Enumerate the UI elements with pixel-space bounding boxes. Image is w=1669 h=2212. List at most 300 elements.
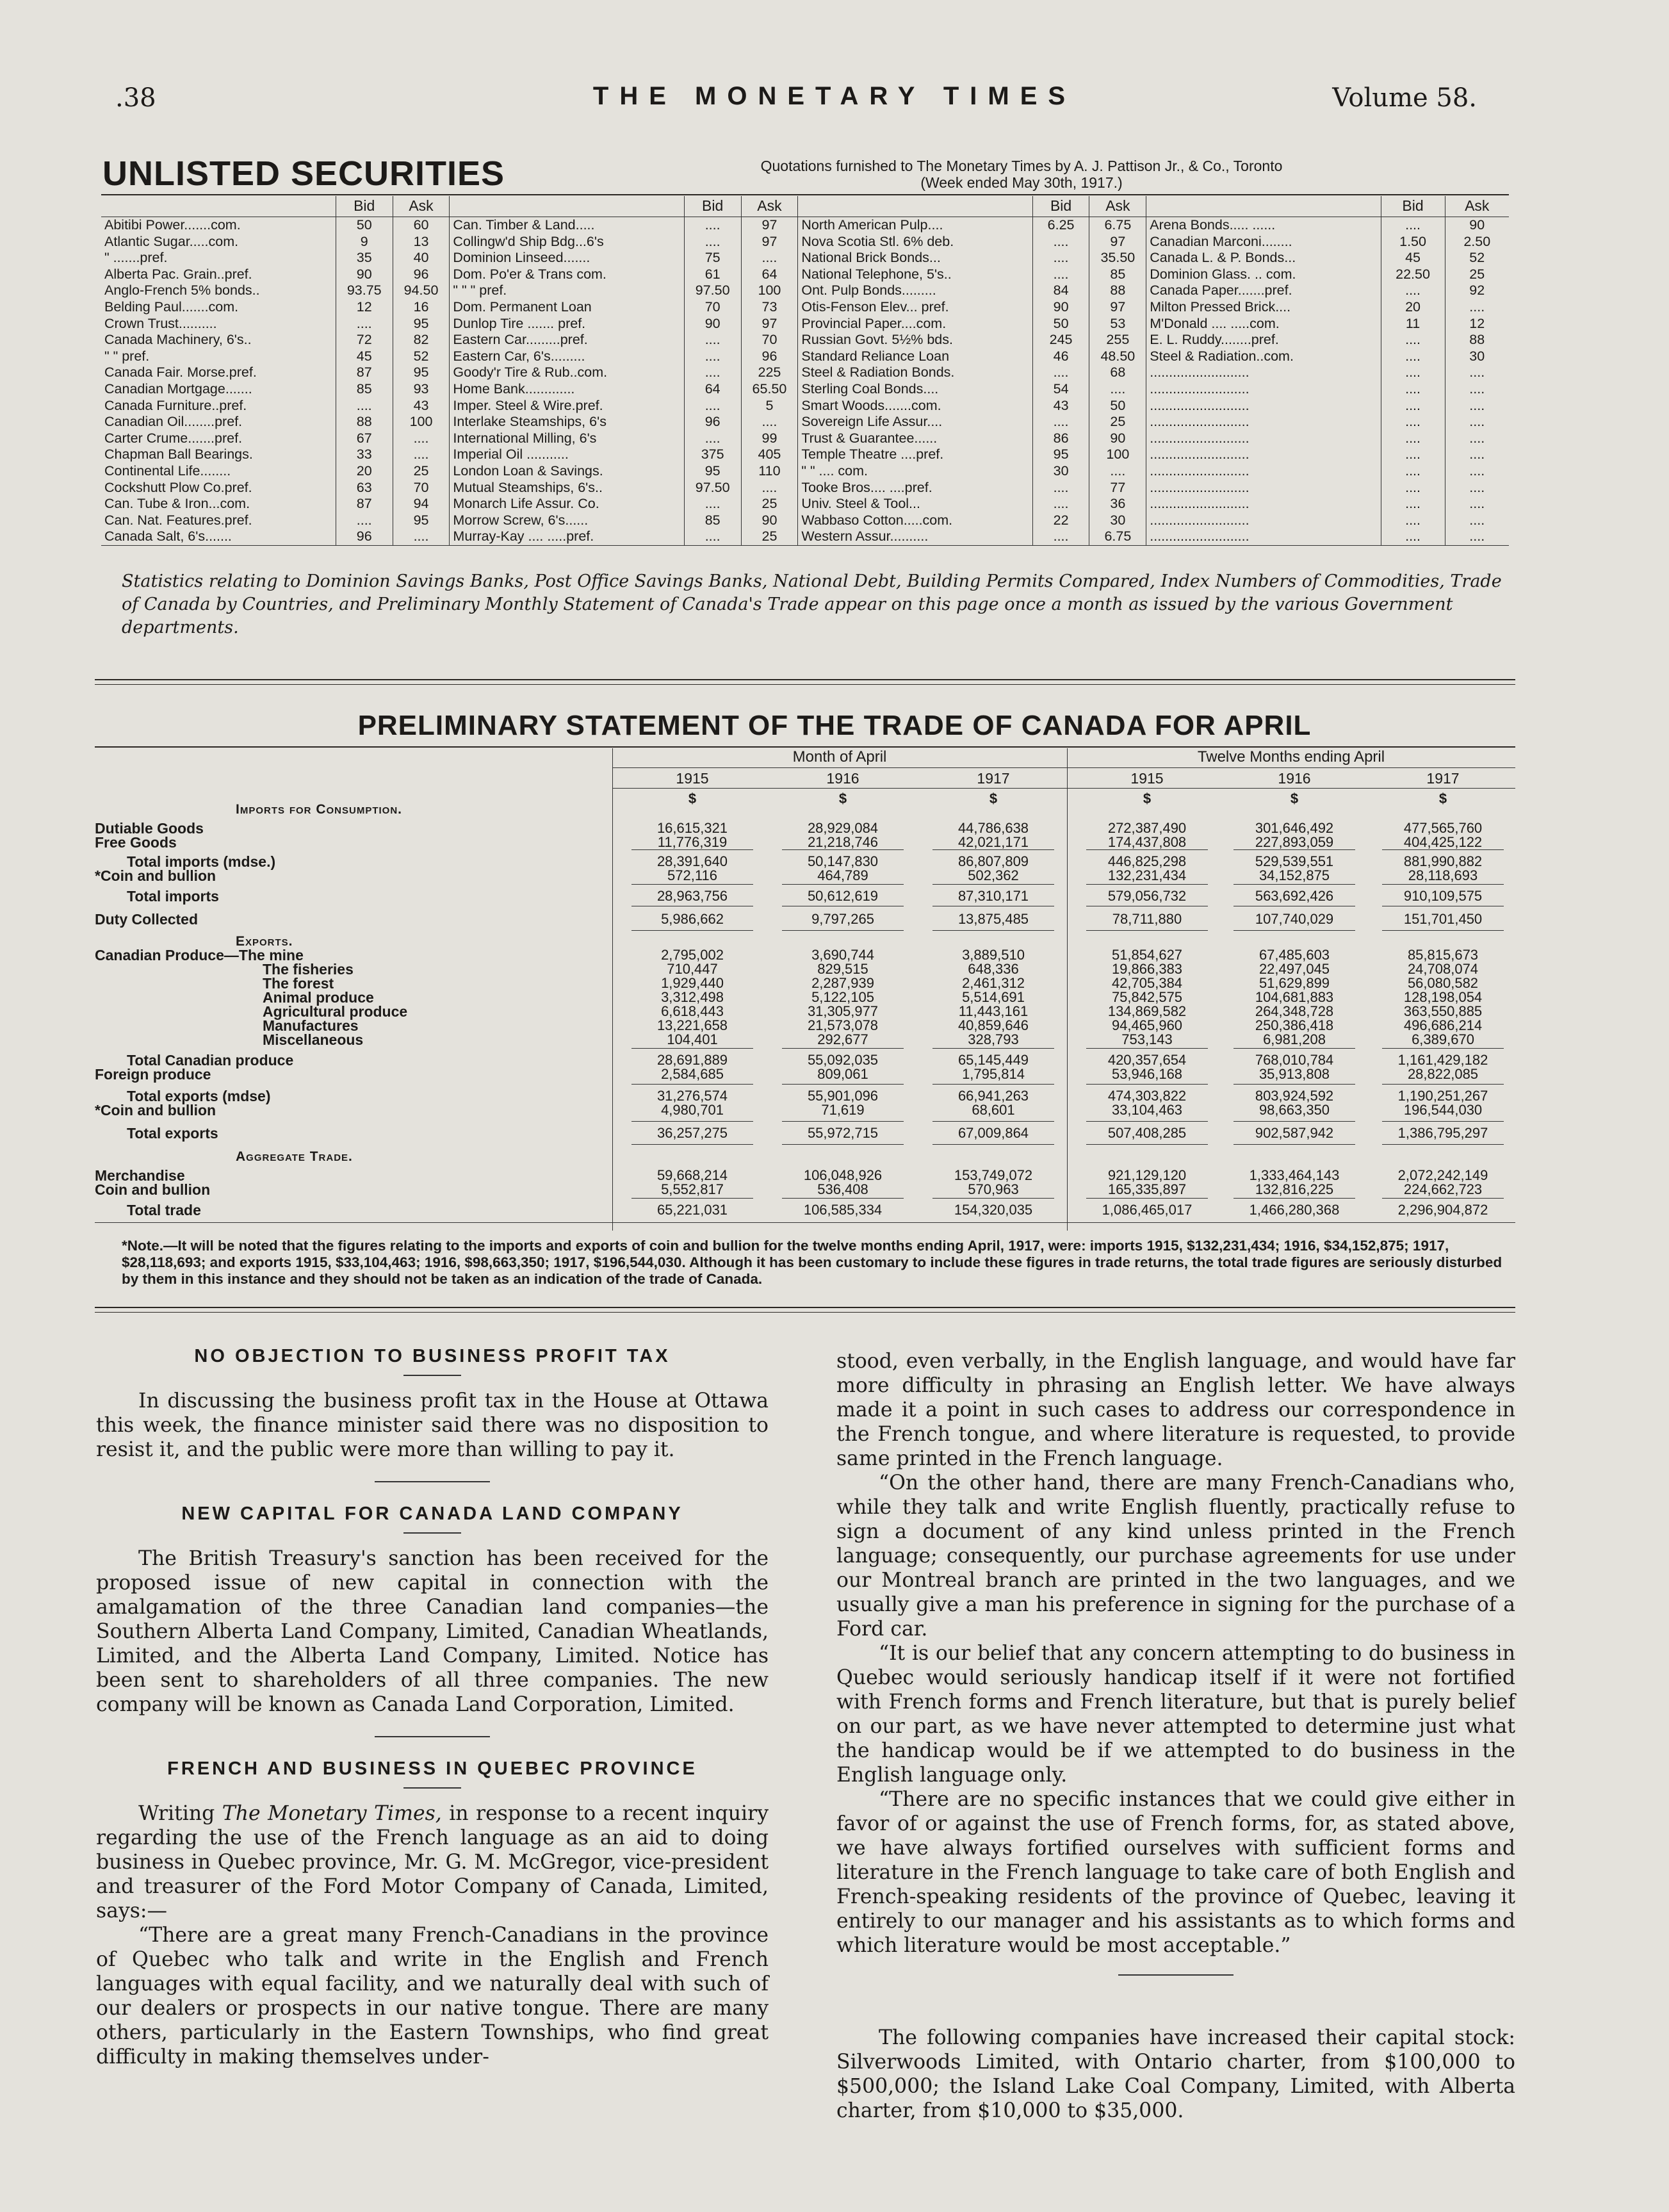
total-rule	[1233, 1084, 1355, 1085]
value-cell: 529,539,551	[1255, 853, 1334, 869]
bid-value: 90	[336, 266, 393, 283]
security-name: Dom. Permanent Loan	[450, 299, 684, 316]
value-cell: 66,941,263	[957, 1088, 1029, 1104]
value-cell: 154,320,035	[954, 1202, 1033, 1218]
year-header: 1915	[676, 770, 709, 787]
value-cell: 921,129,120	[1107, 1167, 1187, 1183]
value-cell: 94,465,960	[1111, 1017, 1183, 1033]
ask-value: ....	[1445, 446, 1509, 463]
ask-value: 48.50	[1089, 348, 1146, 365]
row-label: Agricultural produce	[263, 1003, 408, 1020]
value-cell: 174,437,808	[1107, 834, 1187, 850]
security-name: Canada Machinery, 6's..	[104, 332, 252, 348]
ask-value: 100	[1089, 446, 1146, 463]
ask-value: 97	[741, 316, 798, 332]
page-number: .38	[115, 83, 156, 113]
bid-header: Bid	[1381, 196, 1445, 217]
total-rule	[932, 1121, 1054, 1122]
ask-value: ....	[1445, 398, 1509, 414]
security-name: Canadian Mortgage.......	[104, 381, 252, 397]
ask-value: 68	[1089, 365, 1146, 381]
bottom-rule	[95, 1222, 1515, 1223]
security-name: ..........................	[1146, 414, 1381, 430]
security-name: Steel & Radiation..com.	[1146, 348, 1381, 365]
table-row	[101, 528, 1509, 545]
total-rule	[932, 1084, 1054, 1085]
bid-value: ....	[1381, 446, 1445, 463]
value-cell: 5,986,662	[661, 911, 724, 927]
total-rule	[631, 1084, 753, 1085]
security-name: Tooke Bros.... ....pref.	[798, 480, 1032, 496]
security-name: ..........................	[1146, 512, 1381, 529]
total-rule	[782, 1048, 904, 1049]
trade-footnote: *Note.—It will be noted that the figures relating to the imports and exports of coin and bullion for the twelve months ending April, 1917, were: imports 1915, $132,231,434; 1916, $34,152,875; 1917, $28,118,693; and exports 1915, $33,104,463; 1916, $98,663,350; 1917, $196,544,030. Although it has been customary to include these figures in trade returns, the total trade figures are seriously disturbed by them in this instance and they should not be taken as an indication of the trade of Canada.	[122, 1238, 1502, 1287]
row-label: Foreign produce	[95, 1066, 211, 1083]
security-name: ..........................	[1146, 496, 1381, 512]
total-rule	[631, 884, 753, 885]
value-cell: 6,981,208	[1263, 1031, 1326, 1047]
bid-value: 95	[684, 463, 741, 480]
ask-value: 100	[393, 414, 450, 430]
value-cell: 51,854,627	[1111, 947, 1183, 963]
bid-value: 12	[336, 299, 393, 316]
total-rule	[1086, 1121, 1208, 1122]
value-cell: 446,825,298	[1107, 853, 1187, 869]
dollar-sign: $	[989, 791, 998, 807]
article-paragraph: stood, even verbally, in the English language, and would have far more difficulty in phrasing an English letter. We have always made it a point in such cases to address our correspondence in the French tongue, and where literature is requested, to provide same printed in the French language.	[836, 1350, 1515, 1470]
total-rule	[631, 1121, 753, 1122]
security-name: Anglo-French 5% bonds..	[104, 283, 260, 299]
total-rule	[1382, 1198, 1504, 1199]
bid-value: 50	[336, 217, 393, 234]
bid-value: 84	[1032, 283, 1089, 299]
value-cell: 55,901,096	[807, 1088, 879, 1104]
row-label: Total imports (mdse.)	[127, 853, 276, 870]
unlisted-securities-title: UNLISTED SECURITIES	[102, 154, 505, 193]
ask-header: Ask	[1445, 196, 1509, 217]
value-cell: 474,303,822	[1107, 1088, 1187, 1104]
security-name: Steel & Radiation Bonds.	[798, 365, 1032, 381]
total-rule	[1382, 1144, 1504, 1145]
headline-rule	[403, 1532, 461, 1534]
total-rule	[782, 849, 904, 850]
bid-value: ....	[1381, 480, 1445, 496]
security-name: Can. Tube & Iron...com.	[104, 496, 250, 512]
ask-value: 95	[393, 512, 450, 529]
value-cell: 35,913,808	[1258, 1066, 1330, 1082]
bid-value: 97.50	[684, 480, 741, 496]
total-rule	[782, 1198, 904, 1199]
value-cell: 3,690,744	[811, 947, 874, 963]
ask-header: Ask	[393, 196, 450, 217]
value-cell: 2,584,685	[661, 1066, 724, 1082]
total-rule	[932, 884, 1054, 885]
security-name: Crown Trust..........	[104, 315, 217, 331]
row-label: *Coin and bullion	[95, 867, 216, 884]
security-name: ..........................	[1146, 398, 1381, 414]
bid-value: ....	[684, 430, 741, 447]
bid-value: 96	[684, 414, 741, 430]
security-name: " .......pref.	[104, 250, 168, 266]
value-cell: 196,544,030	[1403, 1102, 1483, 1118]
value-cell: 104,401	[667, 1031, 718, 1047]
right-column	[836, 1349, 1515, 2123]
bid-value: ....	[336, 316, 393, 332]
value-cell: 272,387,490	[1107, 820, 1187, 836]
security-name: Canada L. & P. Bonds...	[1146, 250, 1381, 266]
bid-value: 90	[684, 316, 741, 332]
bid-value: ....	[1032, 234, 1089, 250]
bid-value: 75	[684, 250, 741, 266]
value-cell: 648,336	[968, 961, 1019, 977]
year-header: 1916	[826, 770, 859, 787]
ask-value: 88	[1445, 332, 1509, 348]
total-rule	[782, 1084, 904, 1085]
total-rule	[932, 849, 1054, 850]
publication-name: The Monetary Times,	[222, 1802, 442, 1825]
value-cell: 50,147,830	[807, 853, 879, 869]
security-name: ..........................	[1146, 381, 1381, 398]
row-label: Free Goods	[95, 834, 177, 851]
bid-value: ....	[1381, 430, 1445, 447]
ask-value: 36	[1089, 496, 1146, 512]
row-label: Animal produce	[263, 989, 374, 1006]
security-name: ..........................	[1146, 430, 1381, 447]
value-cell: 59,668,214	[656, 1167, 728, 1183]
value-cell: 44,786,638	[957, 820, 1029, 836]
value-cell: 13,221,658	[656, 1017, 728, 1033]
ask-value: 90	[1089, 430, 1146, 447]
value-cell: 1,929,440	[661, 975, 724, 991]
bid-value: ....	[336, 512, 393, 529]
bid-value: 97.50	[684, 283, 741, 299]
ask-value: 35.50	[1089, 250, 1146, 266]
security-name: Temple Theatre ....pref.	[798, 446, 1032, 463]
ask-value: ....	[393, 528, 450, 545]
value-cell: 579,056,732	[1107, 888, 1187, 904]
value-cell: 151,701,450	[1403, 911, 1483, 927]
ask-value: 43	[393, 398, 450, 414]
bid-value: 64	[684, 381, 741, 398]
table-row	[101, 348, 1509, 365]
value-cell: 53,946,168	[1111, 1066, 1183, 1082]
total-rule	[631, 1048, 753, 1049]
bid-value: 6.25	[1032, 217, 1089, 234]
value-cell: 829,515	[817, 961, 868, 977]
security-name: Canada Fair. Morse.pref.	[104, 365, 257, 381]
value-cell: 55,972,715	[807, 1125, 879, 1141]
security-name: Provincial Paper....com.	[798, 316, 1032, 332]
row-label: Canadian Produce—The mine	[95, 947, 304, 963]
ask-value: 25	[393, 463, 450, 480]
value-cell: 502,362	[968, 867, 1019, 883]
total-rule	[1086, 1084, 1208, 1085]
ask-value: ....	[1089, 381, 1146, 398]
ask-header: Ask	[741, 196, 798, 217]
ask-value: 100	[741, 283, 798, 299]
ask-value: 30	[1445, 348, 1509, 365]
bid-value: 35	[336, 250, 393, 266]
value-cell: 21,573,078	[807, 1017, 879, 1033]
security-name: ..........................	[1146, 446, 1381, 463]
bid-value: 61	[684, 266, 741, 283]
bid-header: Bid	[684, 196, 741, 217]
dollar-sign: $	[838, 791, 847, 807]
bid-value: 87	[336, 365, 393, 381]
trade-statement-title: PRELIMINARY STATEMENT OF THE TRADE OF CANADA FOR APRIL	[357, 710, 1312, 741]
value-cell: 24,708,074	[1407, 961, 1479, 977]
value-cell: 86,807,809	[957, 853, 1029, 869]
section-rule	[101, 194, 1509, 195]
bid-header: Bid	[1032, 196, 1089, 217]
security-name: Univ. Steel & Tool...	[798, 496, 1032, 512]
table-row	[101, 480, 1509, 496]
value-cell: 153,749,072	[954, 1167, 1033, 1183]
double-rule	[95, 1307, 1515, 1308]
ask-value: 96	[393, 266, 450, 283]
ask-value: ....	[1445, 381, 1509, 398]
bid-value: ....	[1381, 528, 1445, 545]
row-label: Merchandise	[95, 1167, 185, 1184]
ask-value: 73	[741, 299, 798, 316]
bid-value: 72	[336, 332, 393, 348]
section-heading: Aggregate Trade.	[236, 1149, 353, 1164]
statistics-note: Statistics relating to Dominion Savings Banks, Post Office Savings Banks, National Debt, Building Permits Compared, Index Numbers of Commodities, Trade of Canada by Countries, and Preliminary Monthly Statement of Canada's Trade appear on this page once a month as issued by the various Government departments.	[122, 571, 1502, 637]
table-header-row	[101, 196, 1509, 217]
security-name: Western Assur..........	[798, 528, 1032, 545]
value-cell: 496,686,214	[1403, 1017, 1483, 1033]
bid-value: 9	[336, 234, 393, 250]
value-cell: 3,889,510	[962, 947, 1025, 963]
value-cell: 1,086,465,017	[1102, 1202, 1193, 1218]
ask-value: 5	[741, 398, 798, 414]
total-rule	[1382, 884, 1504, 885]
value-cell: 753,143	[1121, 1031, 1173, 1047]
value-cell: 50,612,619	[807, 888, 879, 904]
row-label: *Coin and bullion	[95, 1102, 216, 1118]
article-separator	[375, 1736, 490, 1737]
value-cell: 22,497,045	[1258, 961, 1330, 977]
security-name: Canada Paper.......pref.	[1146, 283, 1381, 299]
ask-value: ....	[741, 414, 798, 430]
value-cell: 1,333,464,143	[1249, 1167, 1340, 1183]
bid-value: 22	[1032, 512, 1089, 529]
value-cell: 107,740,029	[1255, 911, 1334, 927]
security-name: M'Donald .... .....com.	[1146, 316, 1381, 332]
bid-value: 245	[1032, 332, 1089, 348]
value-cell: 40,859,646	[957, 1017, 1029, 1033]
article-paragraph: “It is our belief that any concern attempting to do business in Quebec would seriously handicap itself if it were not fortified with French forms and French literature, but that is purely belief on our part, as we have never attempted to determine just what the handicap would be if we attempted to do business in the English language only.	[836, 1642, 1515, 1787]
value-cell: 1,466,280,368	[1249, 1202, 1340, 1218]
security-name: Cockshutt Plow Co.pref.	[104, 479, 252, 495]
bid-value: ....	[1381, 217, 1445, 234]
bid-value: 22.50	[1381, 266, 1445, 283]
security-name: ..........................	[1146, 365, 1381, 381]
value-cell: 477,565,760	[1403, 820, 1483, 836]
ask-value: ....	[1445, 463, 1509, 480]
value-cell: 2,287,939	[811, 975, 874, 991]
bid-value: 95	[1032, 446, 1089, 463]
value-cell: 5,552,817	[661, 1181, 724, 1197]
ask-value: 85	[1089, 266, 1146, 283]
security-name: Interlake Steamships, 6's	[450, 414, 684, 430]
security-name: ..........................	[1146, 480, 1381, 496]
value-cell: 98,663,350	[1258, 1102, 1330, 1118]
value-cell: 902,587,942	[1255, 1125, 1334, 1141]
security-name: Morrow Screw, 6's......	[450, 512, 684, 529]
total-rule	[1086, 1144, 1208, 1145]
security-name: Home Bank.............	[450, 381, 684, 398]
dollar-sign: $	[1143, 791, 1152, 807]
security-name: Ont. Pulp Bonds.........	[798, 283, 1032, 299]
ask-value: 50	[1089, 398, 1146, 414]
value-cell: 570,963	[968, 1181, 1019, 1197]
total-rule	[782, 1144, 904, 1145]
ask-value: ....	[1445, 528, 1509, 545]
ask-value: 95	[393, 316, 450, 332]
total-rule	[1233, 1121, 1355, 1122]
value-cell: 6,618,443	[661, 1003, 724, 1019]
value-cell: 301,646,492	[1255, 820, 1334, 836]
section-heading: Imports for Consumption.	[236, 802, 403, 817]
security-header	[101, 196, 336, 217]
total-rule	[1382, 930, 1504, 931]
security-name: " " pref.	[104, 348, 150, 364]
ask-header: Ask	[1089, 196, 1146, 217]
security-name: Eastern Car.........pref.	[450, 332, 684, 348]
value-cell: 28,822,085	[1407, 1066, 1479, 1082]
value-cell: 5,122,105	[811, 989, 874, 1005]
total-rule	[631, 849, 753, 850]
value-cell: 28,691,889	[656, 1052, 728, 1068]
value-cell: 404,425,122	[1403, 834, 1483, 850]
bid-value: 87	[336, 496, 393, 512]
value-cell: 67,009,864	[957, 1125, 1029, 1141]
value-cell: 363,550,885	[1403, 1003, 1483, 1019]
value-cell: 75,842,575	[1111, 989, 1183, 1005]
value-cell: 910,109,575	[1403, 888, 1483, 904]
total-rule	[1382, 849, 1504, 850]
ask-value: 12	[1445, 316, 1509, 332]
security-name: Arena Bonds..... ......	[1146, 217, 1381, 234]
total-rule	[1233, 930, 1355, 931]
value-cell: 572,116	[667, 867, 717, 883]
bid-value: ....	[684, 234, 741, 250]
value-cell: 1,795,814	[962, 1066, 1025, 1082]
ask-value: 255	[1089, 332, 1146, 348]
bid-value: ....	[1032, 414, 1089, 430]
article-paragraph: “There are no specific instances that we could give either in favor of or against the use of French forms, for, as stated above, we have always fortified ourselves with sufficient forms and literature in the French language to take care of both English and French-speaking residents of the province of Quebec, leaving it entirely to our manager and his assistants as to which forms and which literature would be most acceptable.”	[836, 1788, 1515, 1957]
article-headline: NO OBJECTION TO BUSINESS PROFIT TAX	[194, 1346, 671, 1366]
value-cell: 1,386,795,297	[1397, 1125, 1488, 1141]
bid-value: ....	[1381, 365, 1445, 381]
security-name: Nova Scotia Stl. 6% deb.	[798, 234, 1032, 250]
value-cell: 128,198,054	[1403, 989, 1483, 1005]
security-name: Chapman Ball Bearings.	[104, 446, 253, 463]
ask-value: 25	[741, 496, 798, 512]
bid-value: 30	[1032, 463, 1089, 480]
left-column	[96, 1344, 769, 2069]
ask-value: ....	[1089, 463, 1146, 480]
bid-value: ....	[684, 332, 741, 348]
row-label: Total imports	[127, 888, 219, 905]
headline-rule	[403, 1787, 461, 1789]
value-cell: 803,924,592	[1255, 1088, 1334, 1104]
security-header	[1146, 196, 1381, 217]
ask-value: ....	[1445, 365, 1509, 381]
value-cell: 2,461,312	[962, 975, 1025, 991]
article-headline: FRENCH AND BUSINESS IN QUEBEC PROVINCE	[167, 1758, 697, 1779]
row-label: Manufactures	[263, 1017, 359, 1034]
value-cell: 250,386,418	[1255, 1017, 1334, 1033]
security-name: E. L. Ruddy........pref.	[1146, 332, 1381, 348]
ask-value: 13	[393, 234, 450, 250]
value-cell: 563,692,426	[1255, 888, 1334, 904]
dollar-sign: $	[1438, 791, 1447, 807]
value-cell: 134,869,582	[1107, 1003, 1187, 1019]
total-rule	[932, 1144, 1054, 1145]
total-rule	[1233, 1048, 1355, 1049]
bid-value: 11	[1381, 316, 1445, 332]
value-cell: 36,257,275	[656, 1125, 728, 1141]
total-rule	[631, 930, 753, 931]
ask-value: 94	[393, 496, 450, 512]
security-name: National Telephone, 5's..	[798, 266, 1032, 283]
bid-value: ....	[1381, 414, 1445, 430]
ask-value: 25	[741, 528, 798, 545]
value-cell: 768,010,784	[1255, 1052, 1334, 1068]
value-cell: 56,080,582	[1407, 975, 1479, 991]
year-header: 1915	[1130, 770, 1164, 787]
row-label: Miscellaneous	[263, 1031, 364, 1048]
table-row	[101, 430, 1509, 447]
quotation-source	[653, 158, 1390, 191]
security-name: Abitibi Power.......com.	[104, 217, 241, 233]
value-cell: 132,816,225	[1255, 1181, 1334, 1197]
value-cell: 328,793	[968, 1031, 1019, 1047]
total-rule	[1382, 1084, 1504, 1085]
security-name: Can. Nat. Features.pref.	[104, 512, 252, 528]
row-label: Duty Collected	[95, 911, 199, 928]
value-cell: 28,929,084	[807, 820, 879, 836]
value-cell: 9,797,265	[811, 911, 874, 927]
ask-value: 25	[1089, 414, 1146, 430]
value-cell: 2,072,242,149	[1397, 1167, 1488, 1183]
bid-value: 86	[1032, 430, 1089, 447]
value-cell: 420,357,654	[1107, 1052, 1187, 1068]
ask-value: ....	[1445, 496, 1509, 512]
bid-value: 70	[684, 299, 741, 316]
double-rule	[95, 684, 1515, 685]
article-paragraph: In discussing the business profit tax in the House at Ottawa this week, the finance minister said there was no disposition to resist it, and the public were more than willing to pay it.	[96, 1389, 769, 1461]
security-name: Dunlop Tire ....... pref.	[450, 316, 684, 332]
value-cell: 5,514,691	[962, 989, 1025, 1005]
ask-value: 97	[1089, 299, 1146, 316]
bid-value: 85	[684, 512, 741, 529]
total-rule	[1233, 1144, 1355, 1145]
bid-value: 63	[336, 480, 393, 496]
value-cell: 68,601	[972, 1102, 1015, 1118]
table-row	[101, 283, 1509, 299]
bid-value: 93.75	[336, 283, 393, 299]
bid-value: 90	[1032, 299, 1089, 316]
security-name: Mutual Steamships, 6's..	[450, 480, 684, 496]
bid-value: ....	[336, 398, 393, 414]
security-name: Atlantic Sugar.....com.	[104, 233, 239, 249]
value-cell: 65,221,031	[656, 1202, 728, 1218]
security-name: Canadian Oil........pref.	[104, 414, 243, 430]
ask-value: 97	[1089, 234, 1146, 250]
